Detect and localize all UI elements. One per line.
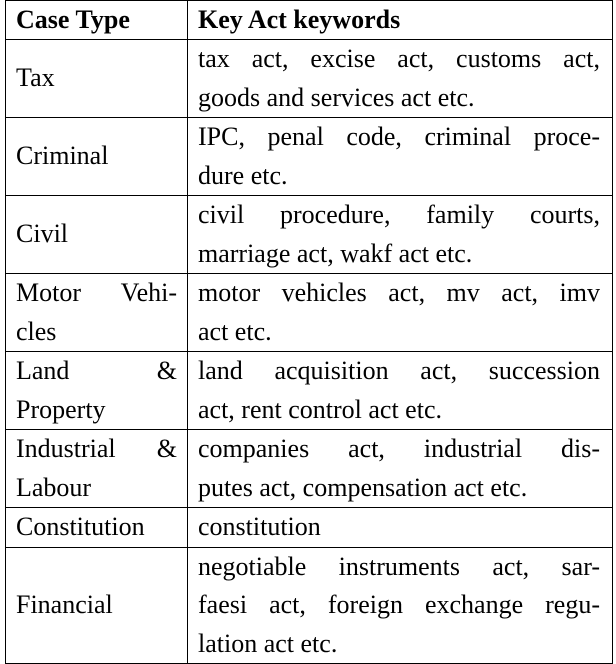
keyword-line: dure etc. xyxy=(198,160,288,190)
header-row xyxy=(6,1,613,40)
keyword-line: civil procedure, family courts, xyxy=(198,200,600,229)
keyword-line: tax act, excise act, customs act, xyxy=(198,44,600,73)
case-type-line: Property xyxy=(16,394,106,424)
keyword-line: marriage act, wakf act etc. xyxy=(198,238,473,268)
case-type-cell xyxy=(6,40,188,118)
keywords-cell xyxy=(188,274,613,352)
header-key-act-keywords: Key Act keywords xyxy=(188,1,613,40)
keyword-line: constitution xyxy=(198,512,321,541)
keyword-line: land acquisition act, succession xyxy=(198,356,600,385)
table-row xyxy=(6,118,613,196)
table-row xyxy=(6,508,613,548)
case-type-line: Tax xyxy=(16,63,55,93)
keyword-line: act etc. xyxy=(198,316,272,346)
header-case-type: Case Type xyxy=(6,1,188,40)
keywords-cell xyxy=(188,40,613,118)
case-type-cell xyxy=(6,547,188,664)
case-type-cell xyxy=(6,430,188,508)
case-type-line: Land & xyxy=(16,356,177,385)
case-type-line: Labour xyxy=(16,472,92,502)
table-header xyxy=(6,1,613,40)
table-row xyxy=(6,430,613,508)
case-type-line: cles xyxy=(16,316,57,346)
keyword-line: putes act, compensation act etc. xyxy=(198,472,528,502)
keyword-line: companies act, industrial dis- xyxy=(198,434,600,463)
table-row xyxy=(6,547,613,664)
keyword-line: lation act etc. xyxy=(198,628,338,658)
keywords-cell xyxy=(188,352,613,430)
table-row xyxy=(6,352,613,430)
case-type-table xyxy=(5,0,613,664)
case-type-cell xyxy=(6,274,188,352)
case-type-line: Industrial & xyxy=(16,434,177,463)
table-row xyxy=(6,196,613,274)
case-type-cell xyxy=(6,508,188,548)
keyword-line: goods and services act etc. xyxy=(198,82,475,112)
case-type-line: Financial xyxy=(16,590,113,619)
case-type-cell xyxy=(6,352,188,430)
keyword-line: negotiable instruments act, sar- xyxy=(198,551,600,581)
case-type-line: Motor Vehi- xyxy=(16,278,177,307)
table-body xyxy=(6,40,613,664)
keyword-line: faesi act, foreign exchange regu- xyxy=(198,590,600,619)
keywords-cell xyxy=(188,547,613,664)
keyword-line: IPC, penal code, criminal proce- xyxy=(198,122,600,151)
keywords-cell xyxy=(188,430,613,508)
case-type-line: Civil xyxy=(16,219,69,249)
table-row xyxy=(6,274,613,352)
case-type-cell xyxy=(6,196,188,274)
table-row xyxy=(6,40,613,118)
keywords-cell xyxy=(188,508,613,548)
keywords-cell xyxy=(188,118,613,196)
case-type-cell xyxy=(6,118,188,196)
case-type-line: Constitution xyxy=(16,512,145,541)
keyword-line: act, rent control act etc. xyxy=(198,394,442,424)
keywords-cell xyxy=(188,196,613,274)
case-type-line: Criminal xyxy=(16,141,109,171)
keyword-line: motor vehicles act, mv act, imv xyxy=(198,278,600,307)
